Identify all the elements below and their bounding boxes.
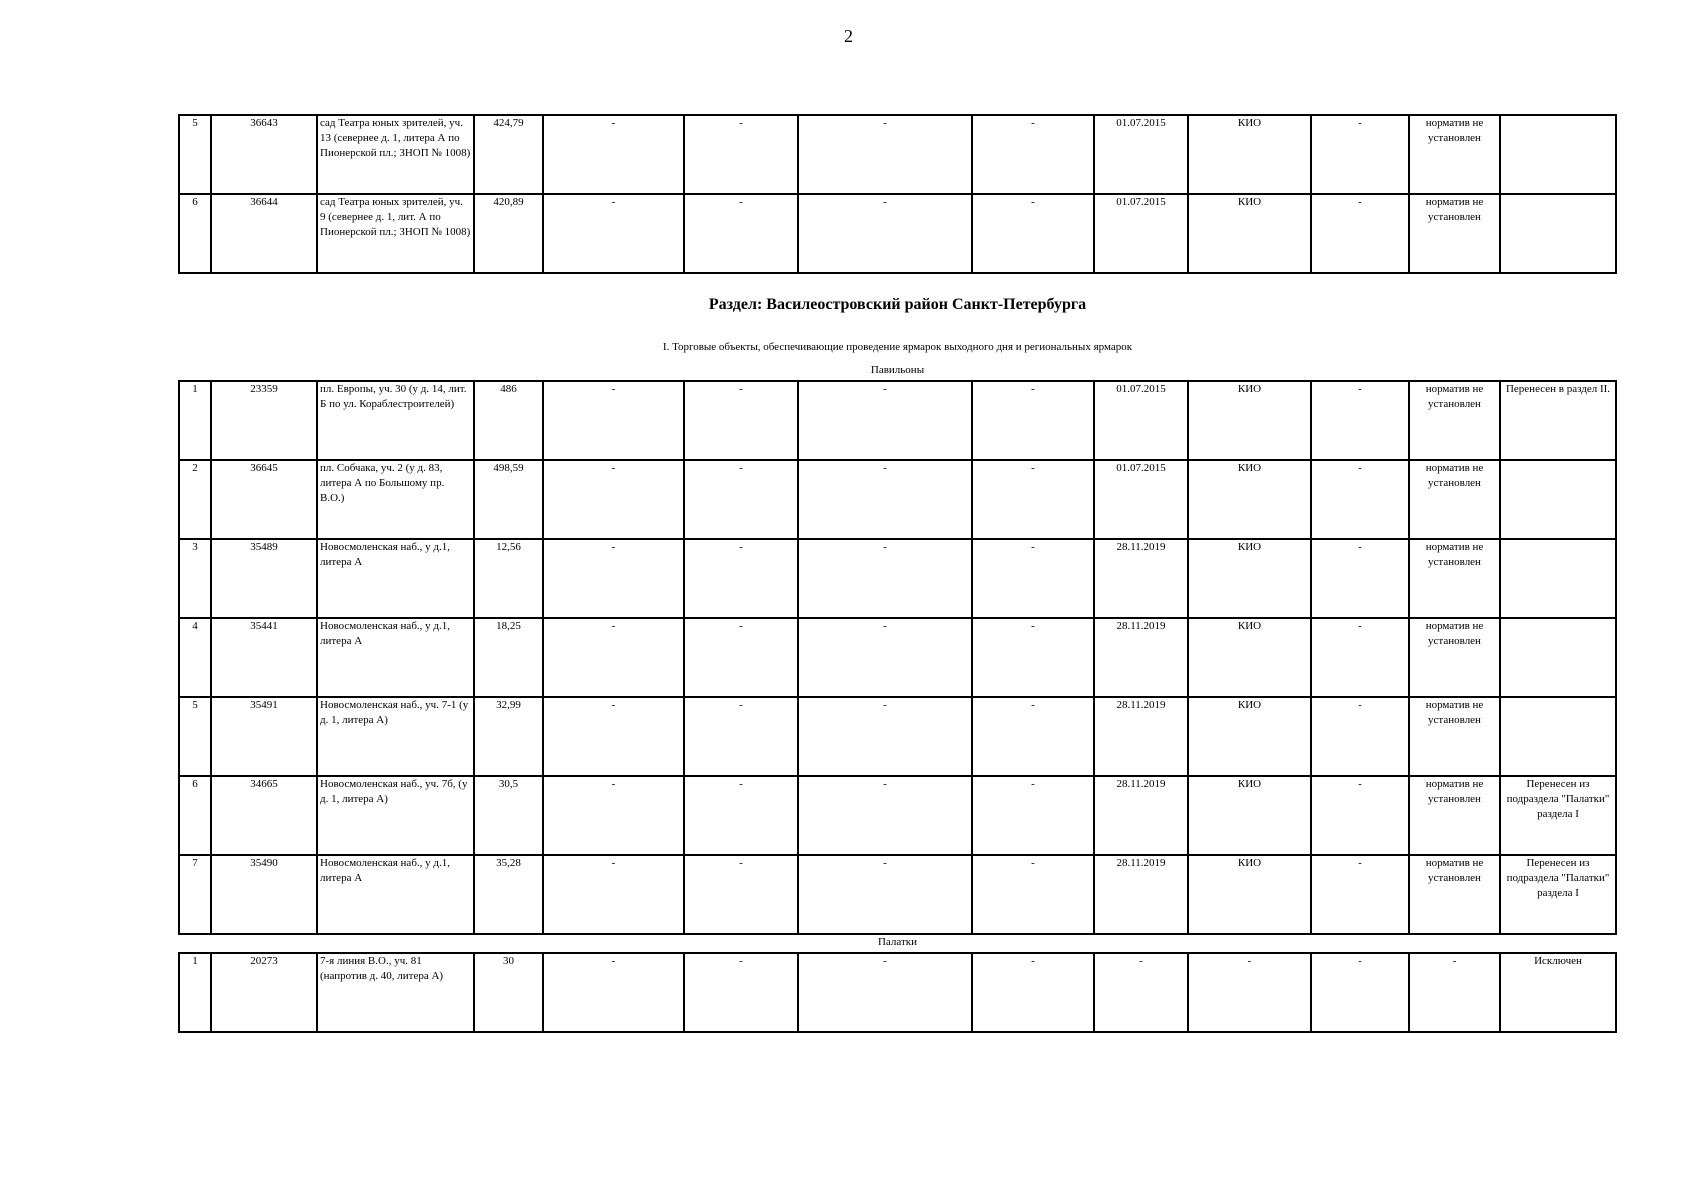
cell-col-5: - [543, 618, 684, 697]
group-title-pavilions: Павильоны [870, 364, 925, 376]
cell-row-number: 7 [179, 855, 211, 934]
cell-authority: КИО [1188, 697, 1311, 776]
cell-col-7: - [798, 953, 972, 1032]
table-row [179, 618, 1616, 697]
cell-address: Новосмоленская наб., уч. 7б, (у д. 1, литера А) [317, 776, 474, 855]
cell-area: 18,25 [474, 618, 543, 697]
cell-col-8: - [972, 953, 1094, 1032]
cell-col-11: - [1311, 618, 1409, 697]
cell-col-8: - [972, 697, 1094, 776]
cell-area: 35,28 [474, 855, 543, 934]
cell-authority: КИО [1188, 539, 1311, 618]
cell-row-number: 2 [179, 460, 211, 539]
cell-norm-status: норматив не установлен [1409, 460, 1500, 539]
cell-col-6: - [684, 381, 798, 460]
cell-date: 01.07.2015 [1094, 194, 1188, 273]
cell-area: 420,89 [474, 194, 543, 273]
cell-area: 12,56 [474, 539, 543, 618]
cell-norm-status: норматив не установлен [1409, 115, 1500, 194]
cell-norm-status: - [1409, 953, 1500, 1032]
cell-col-11: - [1311, 953, 1409, 1032]
cell-norm-status: норматив не установлен [1409, 618, 1500, 697]
cell-col-11: - [1311, 115, 1409, 194]
cell-object-id: 20273 [211, 953, 317, 1032]
cell-col-6: - [684, 460, 798, 539]
cell-col-6: - [684, 697, 798, 776]
cell-date: 28.11.2019 [1094, 776, 1188, 855]
cell-address: Новосмоленская наб., у д.1, литера А [317, 539, 474, 618]
cell-col-6: - [684, 855, 798, 934]
cell-area: 30 [474, 953, 543, 1032]
cell-col-5: - [543, 776, 684, 855]
cell-col-6: - [684, 194, 798, 273]
cell-date: 01.07.2015 [1094, 115, 1188, 194]
cell-row-number: 5 [179, 115, 211, 194]
registry-table-tents [178, 952, 1617, 1033]
cell-row-number: 3 [179, 539, 211, 618]
cell-object-id: 36644 [211, 194, 317, 273]
cell-note [1500, 115, 1616, 194]
cell-address: Новосмоленская наб., у д.1, литера А [317, 618, 474, 697]
cell-note [1500, 460, 1616, 539]
cell-object-id: 35491 [211, 697, 317, 776]
cell-col-6: - [684, 539, 798, 618]
cell-row-number: 5 [179, 697, 211, 776]
cell-col-7: - [798, 776, 972, 855]
cell-col-6: - [684, 776, 798, 855]
cell-norm-status: норматив не установлен [1409, 194, 1500, 273]
cell-col-7: - [798, 460, 972, 539]
table-row [179, 855, 1616, 934]
cell-col-6: - [684, 115, 798, 194]
cell-col-7: - [798, 194, 972, 273]
cell-col-8: - [972, 115, 1094, 194]
cell-row-number: 4 [179, 618, 211, 697]
cell-note: Перенесен из подраздела "Палатки" раздела I [1500, 855, 1616, 934]
cell-row-number: 1 [179, 953, 211, 1032]
cell-col-11: - [1311, 697, 1409, 776]
section-title: Раздел: Василеостровский район Санкт-Петербурга [708, 296, 1087, 313]
cell-authority: КИО [1188, 115, 1311, 194]
table-row [179, 539, 1616, 618]
cell-address: Новосмоленская наб., у д.1, литера А [317, 855, 474, 934]
cell-authority: КИО [1188, 776, 1311, 855]
group-title-tents: Палатки [877, 936, 918, 948]
table-row [179, 953, 1616, 1032]
cell-col-6: - [684, 953, 798, 1032]
cell-row-number: 6 [179, 194, 211, 273]
cell-col-8: - [972, 381, 1094, 460]
cell-date: 28.11.2019 [1094, 697, 1188, 776]
cell-authority: КИО [1188, 194, 1311, 273]
cell-area: 486 [474, 381, 543, 460]
cell-authority: КИО [1188, 855, 1311, 934]
cell-object-id: 34665 [211, 776, 317, 855]
cell-col-11: - [1311, 460, 1409, 539]
subsection-title: I. Торговые объекты, обеспечивающие проведение ярмарок выходного дня и региональных ярмарок [662, 341, 1133, 353]
cell-col-11: - [1311, 776, 1409, 855]
cell-area: 32,99 [474, 697, 543, 776]
cell-col-11: - [1311, 381, 1409, 460]
cell-date: 01.07.2015 [1094, 460, 1188, 539]
cell-col-5: - [543, 460, 684, 539]
cell-col-8: - [972, 618, 1094, 697]
cell-note [1500, 194, 1616, 273]
cell-address: сад Театра юных зрителей, уч. 9 (севернее д. 1, лит. А по Пионерской пл.; ЗНОП № 1008) [317, 194, 474, 273]
cell-norm-status: норматив не установлен [1409, 855, 1500, 934]
table-row [179, 776, 1616, 855]
cell-col-6: - [684, 618, 798, 697]
cell-date: - [1094, 953, 1188, 1032]
cell-authority: КИО [1188, 381, 1311, 460]
cell-area: 30,5 [474, 776, 543, 855]
cell-col-5: - [543, 115, 684, 194]
cell-col-5: - [543, 953, 684, 1032]
registry-table-continuation [178, 114, 1617, 274]
cell-col-7: - [798, 115, 972, 194]
page-number: 2 [844, 26, 853, 46]
cell-col-8: - [972, 539, 1094, 618]
cell-col-11: - [1311, 194, 1409, 273]
cell-date: 28.11.2019 [1094, 855, 1188, 934]
cell-note [1500, 539, 1616, 618]
cell-norm-status: норматив не установлен [1409, 381, 1500, 460]
table-row [179, 115, 1616, 194]
cell-col-8: - [972, 855, 1094, 934]
cell-object-id: 36645 [211, 460, 317, 539]
cell-authority: - [1188, 953, 1311, 1032]
cell-norm-status: норматив не установлен [1409, 776, 1500, 855]
cell-address: Новосмоленская наб., уч. 7-1 (у д. 1, литера А) [317, 697, 474, 776]
cell-address: сад Театра юных зрителей, уч. 13 (севернее д. 1, литера А по Пионерской пл.; ЗНОП № 1008) [317, 115, 474, 194]
cell-address: 7-я линия В.О., уч. 81 (напротив д. 40, литера А) [317, 953, 474, 1032]
table-row [179, 194, 1616, 273]
cell-area: 424,79 [474, 115, 543, 194]
cell-date: 28.11.2019 [1094, 618, 1188, 697]
cell-row-number: 6 [179, 776, 211, 855]
cell-col-5: - [543, 194, 684, 273]
cell-note: Перенесен в раздел II. [1500, 381, 1616, 460]
cell-row-number: 1 [179, 381, 211, 460]
cell-date: 28.11.2019 [1094, 539, 1188, 618]
cell-norm-status: норматив не установлен [1409, 697, 1500, 776]
cell-note: Исключен [1500, 953, 1616, 1032]
cell-col-7: - [798, 618, 972, 697]
table-row [179, 697, 1616, 776]
table-row [179, 381, 1616, 460]
cell-authority: КИО [1188, 460, 1311, 539]
cell-area: 498,59 [474, 460, 543, 539]
cell-col-7: - [798, 539, 972, 618]
cell-col-8: - [972, 776, 1094, 855]
cell-object-id: 23359 [211, 381, 317, 460]
cell-col-7: - [798, 381, 972, 460]
cell-note: Перенесен из подраздела "Палатки" раздела I [1500, 776, 1616, 855]
cell-note [1500, 697, 1616, 776]
table-row [179, 460, 1616, 539]
cell-col-11: - [1311, 539, 1409, 618]
cell-object-id: 35441 [211, 618, 317, 697]
cell-date: 01.07.2015 [1094, 381, 1188, 460]
cell-col-5: - [543, 539, 684, 618]
cell-address: пл. Собчака, уч. 2 (у д. 83, литера А по Большому пр. В.О.) [317, 460, 474, 539]
cell-col-8: - [972, 194, 1094, 273]
cell-col-5: - [543, 855, 684, 934]
cell-object-id: 35490 [211, 855, 317, 934]
cell-col-8: - [972, 460, 1094, 539]
cell-col-5: - [543, 697, 684, 776]
cell-note [1500, 618, 1616, 697]
cell-object-id: 35489 [211, 539, 317, 618]
cell-col-7: - [798, 697, 972, 776]
cell-object-id: 36643 [211, 115, 317, 194]
cell-col-7: - [798, 855, 972, 934]
registry-table-pavilions [178, 380, 1617, 935]
cell-address: пл. Европы, уч. 30 (у д. 14, лит. Б по ул. Кораблестроителей) [317, 381, 474, 460]
cell-norm-status: норматив не установлен [1409, 539, 1500, 618]
cell-authority: КИО [1188, 618, 1311, 697]
cell-col-11: - [1311, 855, 1409, 934]
cell-col-5: - [543, 381, 684, 460]
